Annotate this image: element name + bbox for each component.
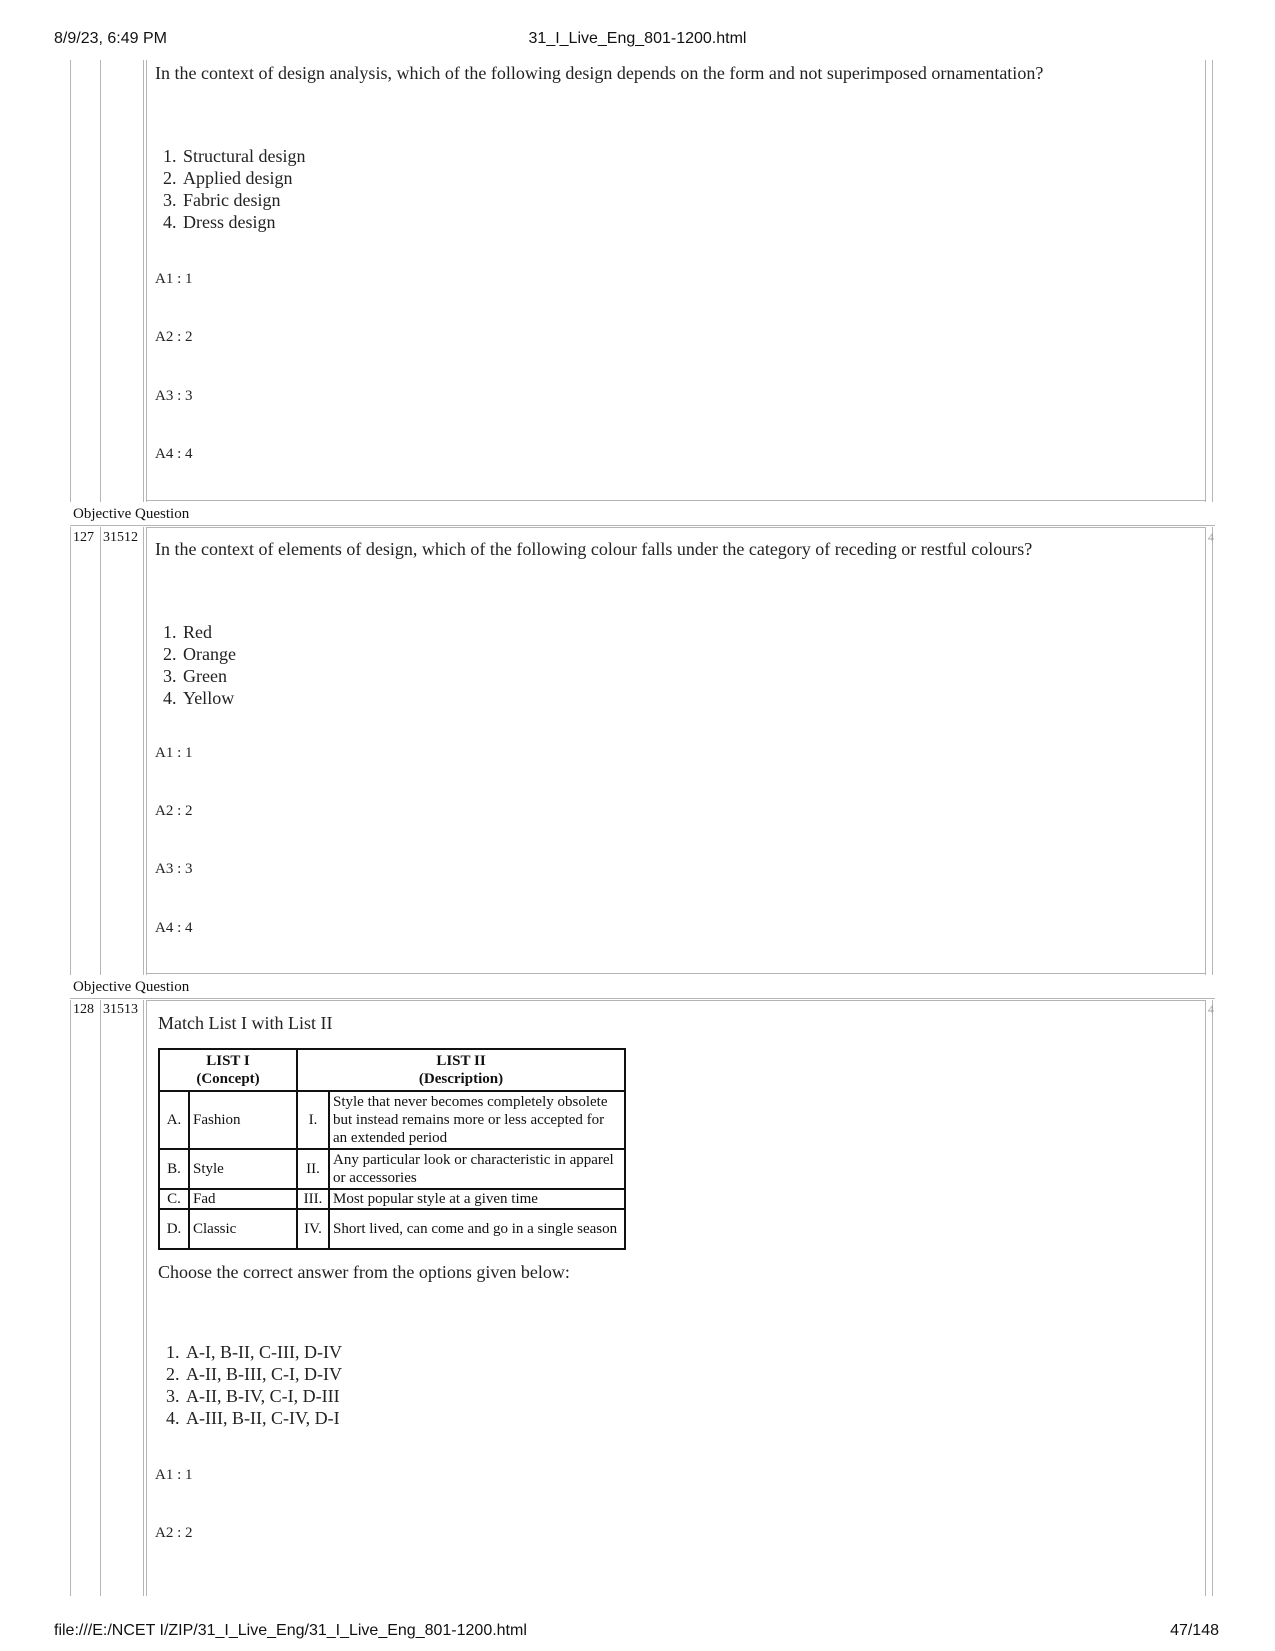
table-border (146, 500, 1205, 501)
question-text: Match List I with List II (158, 1013, 333, 1033)
option-item: 3. Fabric design (181, 189, 305, 211)
table-border (70, 527, 71, 975)
option-item: 3. Green (181, 665, 236, 687)
table-border (1205, 1000, 1206, 1596)
option-item: 1. A-I, B-II, C-III, D-IV (184, 1341, 342, 1363)
answer-option: A4 : 4 (155, 446, 193, 462)
question-type-label: Objective Question (73, 979, 190, 995)
table-border (146, 973, 1205, 974)
option-list (155, 145, 305, 233)
option-item: 1. Structural design (181, 145, 305, 167)
table-row: D. Classic IV. Short lived, can come and go in a single season (159, 1209, 625, 1249)
print-title: 31_I_Live_Eng_801-1200.html (528, 30, 747, 47)
table-border (146, 1000, 1205, 1001)
question-id: 31512 (103, 530, 138, 545)
table-row: A. Fashion I. Style that never becomes completely obsolete but instead remains more or less accepted for an extended period (159, 1091, 625, 1149)
answer-option: A1 : 1 (155, 1467, 193, 1483)
table-header-list2: LIST II (Description) (297, 1049, 625, 1091)
table-border (70, 1000, 71, 1596)
answer-option: A3 : 3 (155, 861, 193, 877)
option-item: 1. Red (181, 621, 236, 643)
option-item: 2. Orange (181, 643, 236, 665)
table-border (1212, 527, 1213, 975)
table-row: B. Style II. Any particular look or characteristic in apparel or accessories (159, 1149, 625, 1189)
question-text: In the context of design analysis, which of the following design depends on the form and not superimposed ornamentation? (155, 63, 1044, 83)
table-border (146, 527, 147, 975)
print-file-path: file:///E:/NCET I/ZIP/31_I_Live_Eng/31_I_Live_Eng_801-1200.html (54, 1622, 527, 1639)
answer-option: A2 : 2 (155, 329, 193, 345)
table-border (1212, 1000, 1213, 1596)
table-border (100, 527, 101, 975)
answer-option: A4 : 4 (155, 920, 193, 936)
answer-option: A1 : 1 (155, 745, 193, 761)
option-item: 4. Dress design (181, 211, 305, 233)
table-border (143, 1000, 144, 1596)
marks-value: 4 (1208, 1002, 1214, 1016)
answer-option: A2 : 2 (155, 1525, 193, 1541)
option-item: 4. Yellow (181, 687, 236, 709)
answer-prompt: Choose the correct answer from the options given below: (158, 1262, 570, 1282)
table-border (146, 1000, 147, 1596)
marks-value: 4 (1208, 530, 1214, 544)
table-border (70, 525, 1215, 526)
table-header-list1: LIST I (Concept) (159, 1049, 297, 1091)
table-border (1212, 60, 1213, 502)
table-border (146, 60, 147, 502)
table-border (100, 1000, 101, 1596)
option-list (158, 1341, 342, 1429)
option-item: 3. A-II, B-IV, C-I, D-III (184, 1385, 342, 1407)
question-type-label: Objective Question (73, 506, 190, 522)
print-datetime: 8/9/23, 6:49 PM (54, 30, 167, 47)
table-border (70, 60, 71, 502)
match-table (158, 1048, 626, 1250)
table-row: C. Fad III. Most popular style at a given time (159, 1189, 625, 1209)
table-border (1205, 527, 1206, 975)
table-border (143, 527, 144, 975)
table-border (146, 527, 1205, 528)
table-border (100, 60, 101, 502)
answer-option: A2 : 2 (155, 803, 193, 819)
table-border (1205, 60, 1206, 502)
option-item: 2. A-II, B-III, C-I, D-IV (184, 1363, 342, 1385)
question-number: 127 (73, 530, 94, 545)
table-border (143, 60, 144, 502)
option-item: 4. A-III, B-II, C-IV, D-I (184, 1407, 342, 1429)
question-id: 31513 (103, 1002, 138, 1017)
question-number: 128 (73, 1002, 94, 1017)
table-border (70, 998, 1215, 999)
answer-option: A3 : 3 (155, 388, 193, 404)
answer-option: A1 : 1 (155, 271, 193, 287)
page-counter: 47/148 (1170, 1622, 1219, 1639)
question-text: In the context of elements of design, which of the following colour falls under the category of receding or restful colours? (155, 539, 1033, 559)
option-list (155, 621, 236, 709)
option-item: 2. Applied design (181, 167, 305, 189)
table-header-row (159, 1049, 625, 1091)
